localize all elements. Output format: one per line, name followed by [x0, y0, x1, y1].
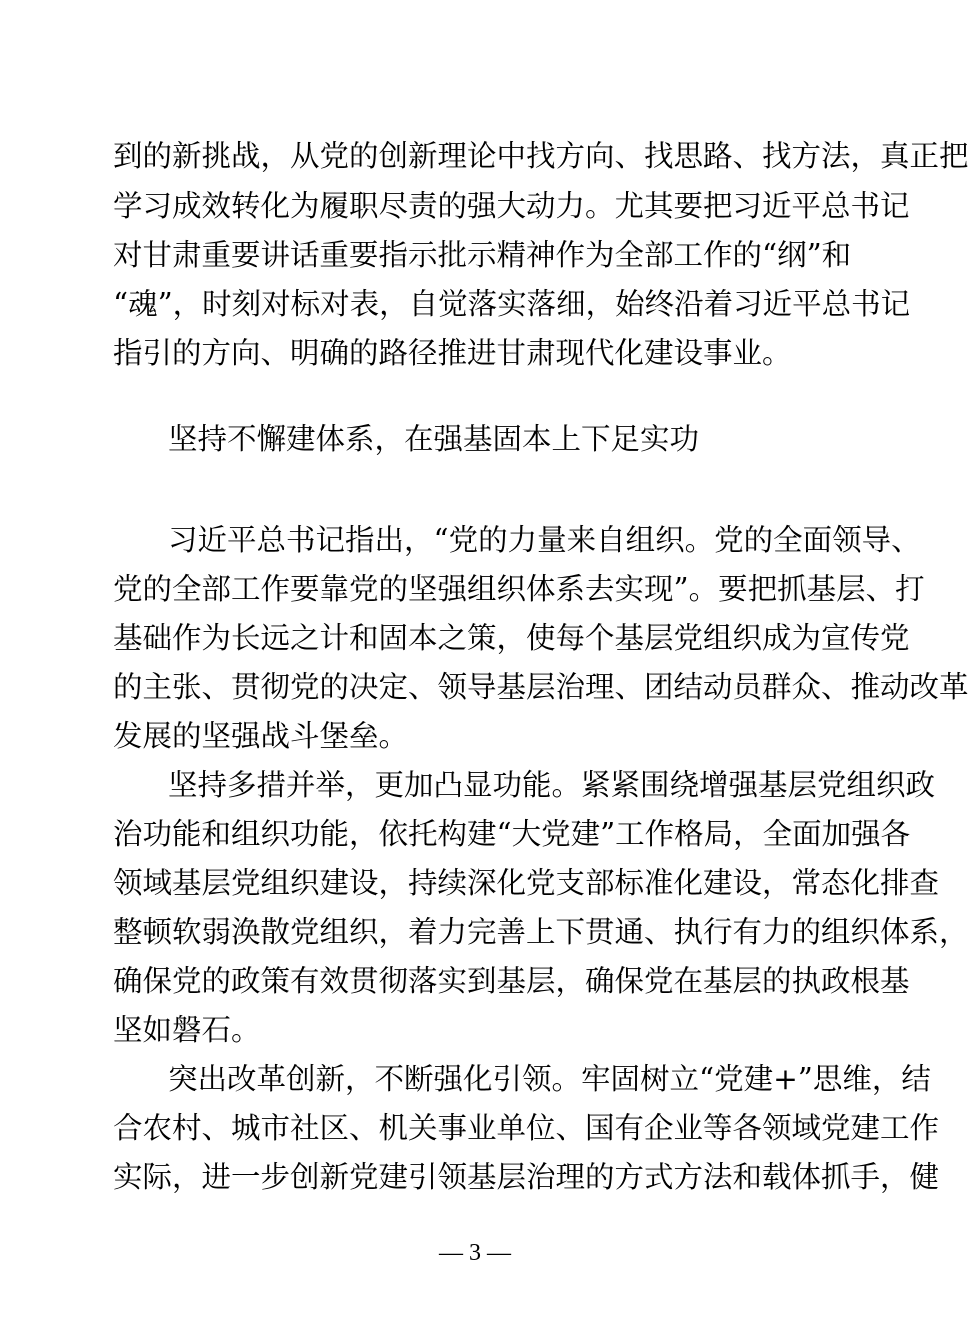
- paragraph-line: 党的全部工作要靠党的坚强组织体系去实现”。要把抓基层、打: [113, 572, 925, 606]
- paragraph-line: 领域基层党组织建设，持续深化党支部标准化建设，常态化排查: [113, 866, 940, 900]
- paragraph-line: 治功能和组织功能，依托构建“大党建”工作格局，全面加强各: [113, 817, 911, 851]
- paragraph-line: 指引的方向、明确的路径推进甘肃现代化建设事业。: [113, 336, 792, 370]
- paragraph-line: 实际，进一步创新党建引领基层治理的方式方法和载体抓手，健: [113, 1160, 940, 1194]
- paragraph-line: 对甘肃重要讲话重要指示批示精神作为全部工作的“纲”和: [113, 238, 852, 272]
- paragraph-line: 习近平总书记指出，“党的力量来自组织。党的全面领导、: [168, 523, 921, 557]
- paragraph-line: 合农村、城市社区、机关事业单位、国有企业等各领域党建工作: [113, 1111, 940, 1145]
- paragraph-line: 突出改革创新，不断强化引领。牢固树立“党建+”思维，结: [168, 1062, 931, 1096]
- paragraph-line: 学习成效转化为履职尽责的强大动力。尤其要把习近平总书记: [113, 189, 910, 223]
- paragraph-line: 基础作为长远之计和固本之策，使每个基层党组织成为宣传党: [113, 621, 910, 655]
- section-heading: 坚持不懈建体系，在强基固本上下足实功: [168, 422, 700, 456]
- page-number: — 3 —: [439, 1240, 511, 1266]
- paragraph-line: 的主张、贯彻党的决定、领导基层治理、团结动员群众、推动改革: [113, 670, 969, 704]
- paragraph-line: 坚如磐石。: [113, 1013, 261, 1047]
- paragraph-line: 确保党的政策有效贯彻落实到基层，确保党在基层的执政根基: [113, 964, 910, 998]
- paragraph-line: 发展的坚强战斗堡垒。: [113, 719, 409, 753]
- paragraph-line: 整顿软弱涣散党组织，着力完善上下贯通、执行有力的组织体系，: [113, 915, 969, 949]
- paragraph-line: 到的新挑战，从党的创新理论中找方向、找思路、找方法，真正把: [113, 139, 969, 173]
- paragraph-line: “魂”，时刻对标对表，自觉落实落细，始终沿着习近平总书记: [113, 287, 911, 321]
- paragraph-line: 坚持多措并举，更加凸显功能。紧紧围绕增强基层党组织政: [168, 768, 936, 802]
